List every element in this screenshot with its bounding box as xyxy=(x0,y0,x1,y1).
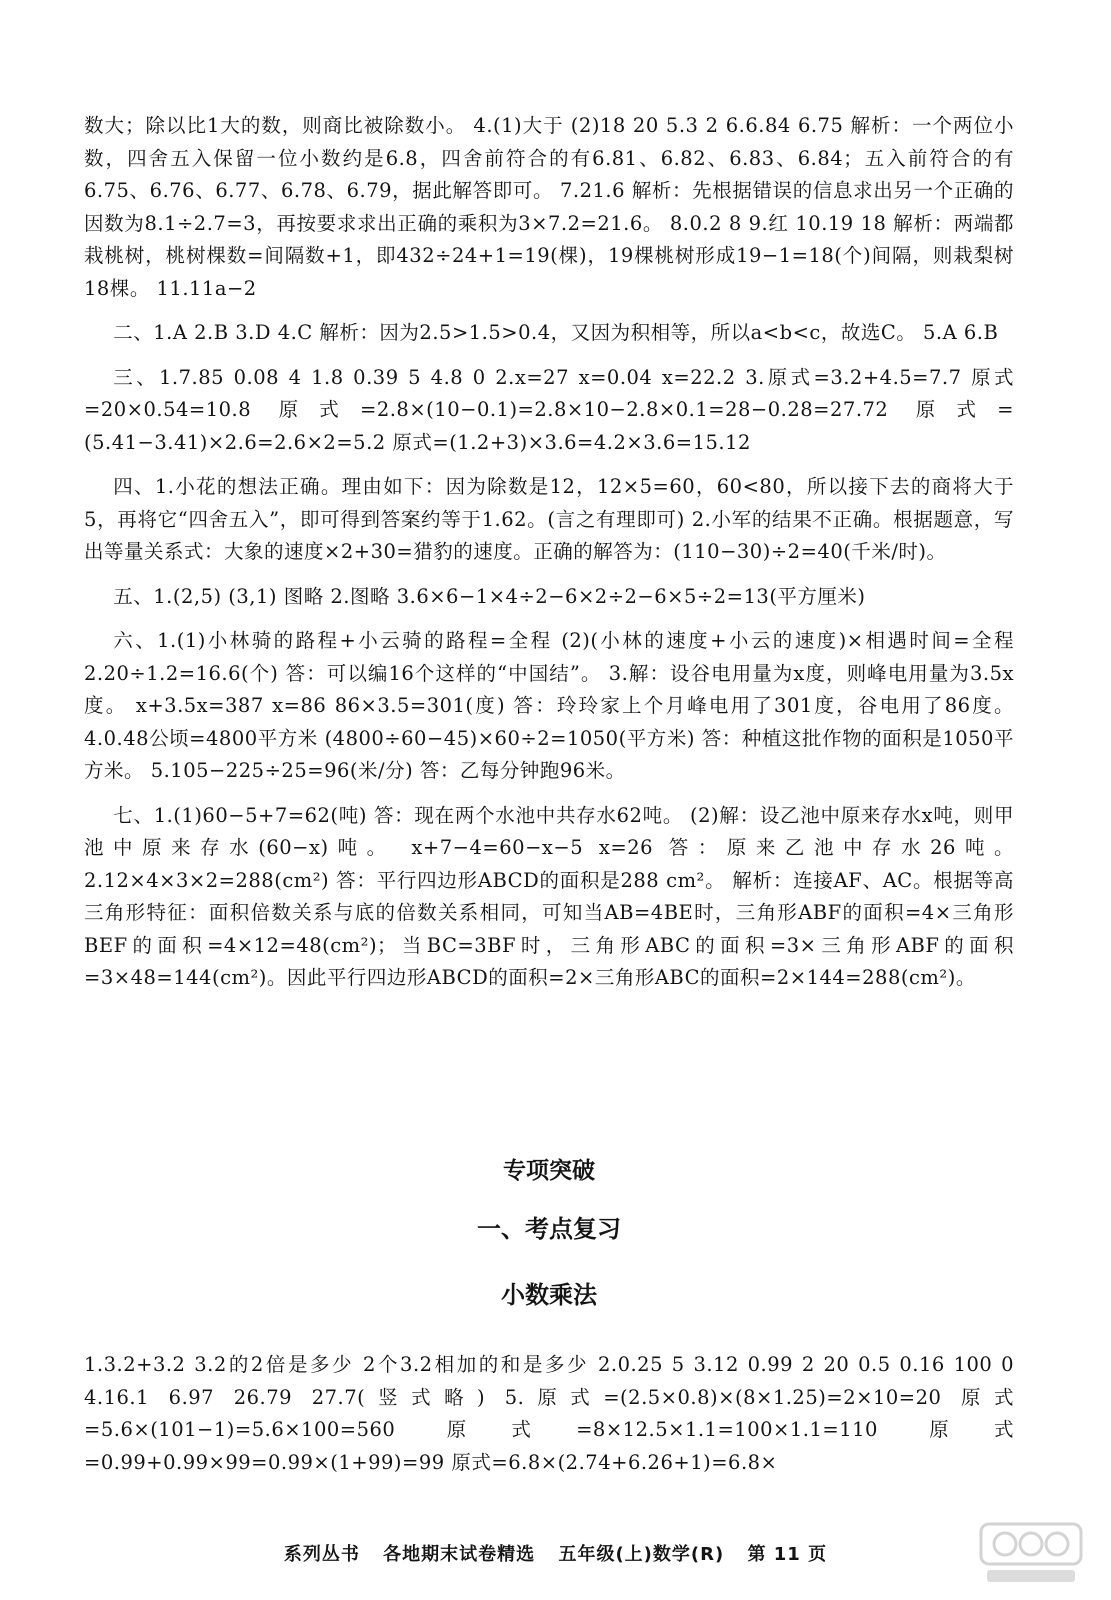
paragraph-part-6: 六、1.(1)小林骑的路程+小云骑的路程=全程 (2)(小林的速度+小云的速度)×相遇时间=全程 2.20÷1.2=16.6(个) 答：可以编16个这样的“中国结”。 3.解：设谷电用量为x度，则峰电用量为3.5x度。 x+3.5x=387 x=86 86×3.5=301(度) 答：玲玲家上个月峰电用了301度，谷电用了86度。 4.0.48公顷=4800平方米 (4800÷60−45)×60÷2=1050(平方米) 答：种植这批作物的面积是1050平方米。 5.105−225÷25=96(米/分) 答：乙每分钟跑96米。 xyxy=(84,629,1014,782)
paragraph-1-continued: 数大；除以比1大的数，则商比被除数小。 4.(1)大于 (2)18 20 5.3 2 6.6.84 6.75 解析：一个两位小数，四舍五入保留一位小数约是6.8，四舍前符合的有6.81、6.82、6.83、6.84；五入前符合的有6.75、6.76、6.77、6.78、6.79，据此解答即可。 7.21.6 解析：先根据错误的信息求出另一个正确的因数为8.1÷2.7=3，再按要求求出正确的乘积为3×7.2=21.6。 8.0.2 8 9.红 10.19 18 解析：两端都栽桃树，桃树棵数=间隔数+1，即432÷24+1=19(棵)，19棵桃树形成19−1=18(个)间隔，则栽梨树18棵。 11.11a−2 xyxy=(84,114,1014,300)
paragraph-part-5: 五、1.(2,5) (3,1) 图略 2.图略 3.6×6−1×4÷2−6×2÷2−6×5÷2=13(平方厘米) xyxy=(113,584,866,608)
paragraph-part-3: 三、1.7.85 0.08 4 1.8 0.39 5 4.8 0 2.x=27 x=0.04 x=22.2 3.原式=3.2+4.5=7.7 原式=20×0.54=10.8 原式=2.8×(10−0.1)=2.8×10−2.8×0.1=28−0.28=27.72 原式=(5.41−3.41)×2.6=2.6×2=5.2 原式=(1.2+3)×3.6=4.2×3.6=15.12 xyxy=(84,365,1014,454)
topic-body xyxy=(84,1349,1014,1491)
footer-page-number: 第 11 页 xyxy=(747,1544,828,1565)
topic-heading: 小数乘法 xyxy=(501,1280,597,1309)
paragraph-part-2: 二、1.A 2.B 3.D 4.C 解析：因为2.5>1.5>0.4，又因为积相等，所以a<b<c，故选C。 5.A 6.B xyxy=(113,321,999,344)
topic-paragraph: 1.3.2+3.2 3.2的2倍是多少 2个3.2相加的和是多少 2.0.25 5 3.12 0.99 2 20 0.5 0.16 100 0 4.16.1 6.97 26.79 27.7(竖式略) 5.原式=(2.5×0.8)×(8×1.25)=2×10=20 原式=5.6×(101−1)=5.6×100=560 原式=8×12.5×1.1=100×1.1=110 原式=0.99+0.99×99=0.99×(1+99)=99 原式=6.8×(2.74+6.26+1)=6.8× xyxy=(84,1353,1014,1474)
page-footer xyxy=(0,1540,1111,1566)
watermark-logo-icon xyxy=(979,1520,1083,1586)
footer-book: 各地期末试卷精选 xyxy=(383,1544,536,1565)
subsection-heading: 一、考点复习 xyxy=(477,1214,621,1243)
section-heading: 专项突破 xyxy=(503,1158,595,1184)
paragraph-part-7: 七、1.(1)60−5+7=62(吨) 答：现在两个水池中共存水62吨。 (2)解：设乙池中原来存水x吨，则甲池中原来存水(60−x)吨。 x+7−4=60−x−5 x=26 答：原来乙池中存水26吨。 2.12×4×3×2=288(cm²) 答：平行四边形ABCD的面积是288 cm²。 解析：连接AF、AC。根据等高三角形特征：面积倍数关系与底的倍数关系相同，可知当AB=4BE时，三角形ABF的面积=4×三角形BEF的面积=4×12=48(cm²)；当BC=3BF时，三角形ABC的面积=3×三角形ABF的面积=3×48=144(cm²)。因此平行四边形ABCD的面积=2×三角形ABC的面积=2×144=288(cm²)。 xyxy=(84,803,1014,989)
paragraph-part-4: 四、1.小花的想法正确。理由如下：因为除数是12，12×5=60，60<80，所以接下去的商将大于5，再将它“四舍五入”，即可得到答案约等于1.62。(言之有理即可) 2.小军的结果不正确。根据题意，写出等量关系式：大象的速度×2+30=猎豹的速度。正确的解答为：(110−30)÷2=40(千米/时)。 xyxy=(84,475,1014,563)
answer-body xyxy=(84,110,1014,1007)
footer-series: 系列丛书 xyxy=(283,1544,360,1565)
footer-grade: 五年级(上)数学(R) xyxy=(558,1544,725,1565)
